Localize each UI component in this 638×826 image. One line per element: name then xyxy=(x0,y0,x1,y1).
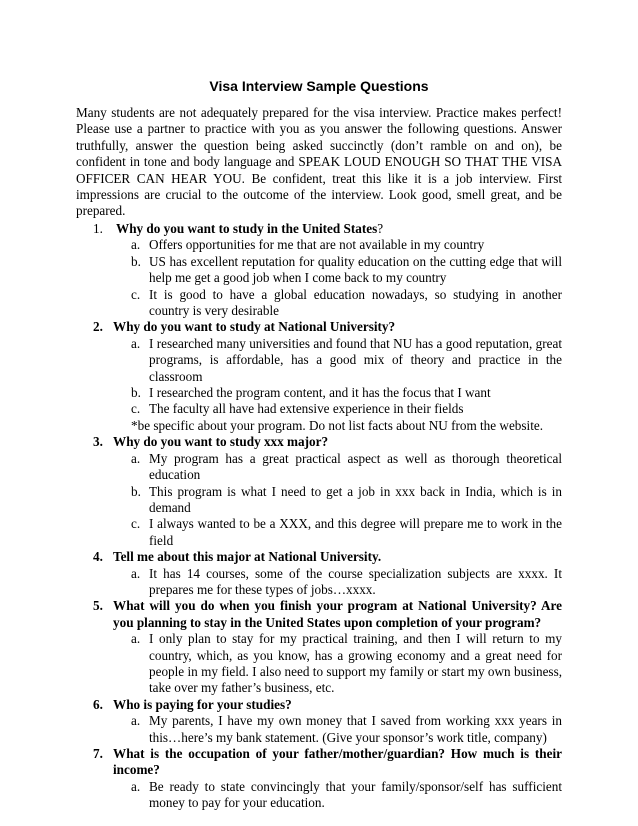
question-number: 6. xyxy=(93,696,103,712)
answer-text: It is good to have a global education nowadays, so studying in another country is very desirable xyxy=(149,286,562,319)
answer-text: The faculty all have had extensive experience in their fields xyxy=(149,401,464,417)
answer-item xyxy=(76,451,562,484)
question-number: 4. xyxy=(93,549,103,565)
question-list xyxy=(76,221,562,812)
answer-letter: a. xyxy=(131,631,141,647)
answer-letter: c. xyxy=(131,516,141,532)
question-number: 5. xyxy=(93,598,103,614)
answer-text: Offers opportunities for me that are not available in my country xyxy=(149,237,485,253)
answer-text: I only plan to stay for my practical training, and then I will return to my country, which, as you know, has a growing economy and a great need for people in my field. I also need to support my family or start my own business, take over my father’s business, etc. xyxy=(149,631,562,696)
answer-item xyxy=(76,566,562,599)
answer-letter: a. xyxy=(131,778,141,794)
answer-text: My parents, I have my own money that I saved from working xxx years in this…here’s my bank statement. (Give your sponsor’s work title, company) xyxy=(149,713,562,745)
question-number: 1. xyxy=(93,221,103,236)
question-item xyxy=(76,697,562,746)
answer-letter: b. xyxy=(131,483,141,499)
answer-item xyxy=(76,401,562,417)
question-text: Why do you want to study xxx major? xyxy=(113,434,329,450)
answer-item xyxy=(76,237,562,253)
question-text: What will you do when you finish your program at National University? Are you planning to stay in the United States upon completion of your program? xyxy=(113,598,562,630)
answer-text: I researched the program content, and it has the focus that I want xyxy=(149,385,491,401)
answer-text: I researched many universities and found that NU has a good reputation, great programs, is affordable, has a good mix of theory and practice in the classroom xyxy=(149,335,562,384)
question-item xyxy=(76,434,562,549)
answer-item xyxy=(76,484,562,517)
answer-letter: a. xyxy=(131,335,141,351)
question-item xyxy=(76,598,562,696)
question-number: 2. xyxy=(93,319,103,335)
question-text: Why do you want to study at National University? xyxy=(113,319,396,335)
question-text-bold: Why do you want to study in the United States xyxy=(116,221,378,236)
question-text xyxy=(116,221,562,237)
question-item xyxy=(76,221,562,319)
question-text: What is the occupation of your father/mother/guardian? How much is their income? xyxy=(113,746,562,778)
answer-letter: a. xyxy=(131,237,141,253)
answer-letter: b. xyxy=(131,385,141,401)
answer-item xyxy=(76,287,562,320)
answer-item xyxy=(76,385,562,401)
answer-letter: a. xyxy=(131,713,141,729)
question-item xyxy=(76,549,562,598)
answer-letter: a. xyxy=(131,450,141,466)
question-number: 3. xyxy=(93,434,103,450)
question-item xyxy=(76,319,562,434)
answer-text: It has 14 courses, some of the course specialization subjects are xxxx. It prepares me for these types of jobs…xxxx. xyxy=(149,565,562,597)
question-note: *be specific about your program. Do not list facts about NU from the website. xyxy=(131,417,544,433)
answer-text: Be ready to state convincingly that your family/sponsor/self has sufficient money to pay for your education. xyxy=(149,778,562,811)
page-title: Visa Interview Sample Questions xyxy=(209,78,429,94)
question-suffix: ? xyxy=(377,221,384,236)
question-text: Who is paying for your studies? xyxy=(113,696,292,712)
answer-item xyxy=(76,336,562,385)
answer-letter: b. xyxy=(131,253,141,269)
answer-text: I always wanted to be a XXX, and this degree will prepare me to work in the field xyxy=(149,516,562,548)
answer-letter: c. xyxy=(131,401,141,417)
answer-item xyxy=(76,254,562,287)
answer-item xyxy=(76,713,562,746)
answer-text: This program is what I need to get a job in xxx back in India, which is in demand xyxy=(149,483,562,515)
answer-text: My program has a great practical aspect as well as thorough theoretical education xyxy=(149,450,562,483)
intro-paragraph: Many students are not adequately prepared for the visa interview. Practice makes perfect! Please use a partner to practice with you as you answer the following questions. Answer truthfully, answer the question being asked succinctly (don’t ramble on and on), be confident in tone and body language and SPEAK LOUD ENOUGH SO THAT THE VISA OFFICER CAN HEAR YOU. Be confident, treat this like it is a job interview. First impressions are crucial to the outcome of the interview. Look good, smell great, and be prepared. xyxy=(76,105,562,219)
answer-letter: c. xyxy=(131,286,141,302)
question-item xyxy=(76,746,562,812)
answer-text: US has excellent reputation for quality education on the cutting edge that will help me get a good job when I come back to my country xyxy=(149,253,562,286)
answer-item xyxy=(76,631,562,697)
answer-item xyxy=(76,516,562,549)
question-number: 7. xyxy=(93,746,103,761)
question-text: Tell me about this major at National University. xyxy=(113,549,382,565)
answer-item xyxy=(76,779,562,812)
answer-letter: a. xyxy=(131,565,141,581)
